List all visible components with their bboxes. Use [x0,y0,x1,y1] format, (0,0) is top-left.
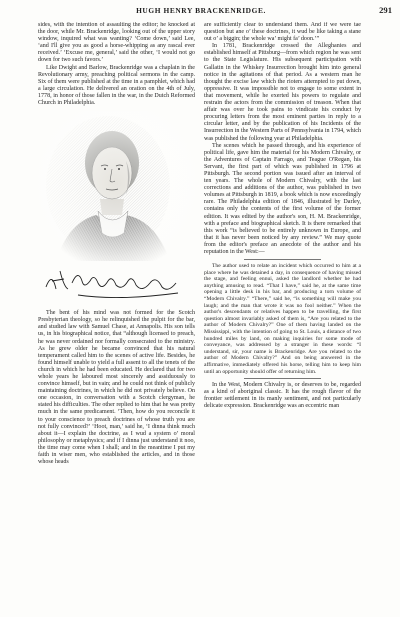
divider [244,378,321,379]
paragraph: The scenes which he passed through, and his experience of political life, gave him the material for his Modern Chivalry, or the Adventures of Captain Farrago, and Teague O'Regan, his Servant, the first part of which was published in 1796 at Pittsburgh. The second portion was issued after an interval of ten years. The whole of Modern Chivalry, with the last corrections and additions of the author, was published in two volumes at Pittsburgh in 1819, a book which is now exceedingly rare. The Philadelphia edition of 1846, illustrated by Darley, contains only the contents of the first volume of the former edition. It was edited by the author's son, H. M. Brackenridge, with a preface and biographical sketch. It is there remarked that this work “is believed to be entirely unknown in Europe, and that it has never been noticed by any review.” We may quote from the editor's preface an anecdote of the author and his reputation in the West:— [204,142,361,255]
paragraph: The bent of his mind was not formed for the Scotch Presbyterian theology, so he relinquished the pulpit for the bar, and studied law with Samuel Chase, at Annapolis. His son tells us, in his biographical notice, that “although licensed to preach, he was never ordained nor formally consecrated to the ministry. As he grew older he became convinced that his natural temperament called him to the scenes of active life. Besides, he found himself unable to yield a full assent to all the tenets of the church in which he had been educated. He declared that for two whole years he laboured most sincerely and assiduously to convince himself, but in vain; and he could not think of publicly maintaining doctrines, in which he did not privately believe. On one occasion, in conversation with a Scotch clergyman, he stated his difficulties. The other replied to him that he was pretty much in the same predicament. ‘Then, how do you reconcile it to your conscience to preach doctrines of whose truth you are not fully convinced?’ ‘Hoot, man,’ said he, ‘I dinna think much about it—I explain the doctrine, as I wud a system o’ moral philosophy or metaphysics; and if I dinna just understand it noo, the time may come when I shall; and in the meantime I put my faith in wiser men, who established the articles, and in those whose heads [38,310,195,466]
left-column [38,22,195,612]
portrait-image [38,111,195,307]
paragraph: are sufficiently clear to understand them. And if we were tae question but ane o’ these doctrines, it wud be like taking a stane out o’ a biggin; the whole wa’ might fa’ doon.’” [204,22,361,43]
page-number: 291 [379,5,392,15]
paragraph: In 1781, Brackenridge crossed the Alleghanies and established himself at Pittsburg—from which region he was sent to the State Legislature. His subsequent participation with Gallatin in the Whiskey Insurrection brought him into general notice in the agitations of that period. As a western man he thought the excise law which the rioters attempted to put down, oppressive. It was impossible not to engage to some extent in that movement, while he exerted his powers to regulate and restrain the actors from the commission of treason. When that affair was over he took pains to vindicate his conduct by procuring letters from the most eminent parties in reply to a circular letter, and by the publication of his Incidents of the Insurrection in the Western Parts of Pennsylvania in 1794, which was published the following year at Philadelphia. [204,43,361,142]
paragraph: In the West, Modern Chivalry is, or deserves to be, regarded as a kind of aboriginal classic. It has the rough flavor of the frontier settlement in its manly sentiment, and not particularly delicate expression. Brackenridge was an eccentric man [204,382,361,410]
paragraph: Like Dwight and Barlow, Brackenridge was a chaplain in the Revolutionary army, preaching political sermons in the camp. Six of them were published at the time in a pamphlet, which had a large circulation. He delivered an oration on the 4th of July, 1778, in honor of those fallen in the war, in the Dutch Reformed Church in Philadelphia. [38,64,195,107]
right-column [204,22,361,612]
page-header [38,4,392,18]
portrait-engraving [38,111,195,307]
divider [244,259,321,260]
quoted-paragraph: The author used to relate an incident which occurred to him at a place where he was detained a day, in consequence of having missed the stage, and feeling ennui, asked the landlord whether he had anything amusing to read. “That I have,” said he, at the same time opening a little desk in his bar, and producing a torn volume of “Modern Chivalry.” “There,” said he, “is something will make you laugh; and the man that wrote it was no fool neither.” When the author's descendants or relatives happen to be travelling, the first question almost invariably asked of them is, “Are you related to the author of Modern Chivalry?” One of them having landed on the Mississippi, with the intention of going to St. Louis, a distance of two hundred miles by land, on making inquiries for some mode of conveyance, was addressed by a stranger in these words: “I understand, sir, your name is Brackenridge. Are you related to the author of Modern Chivalry?” And on being answered in the affirmative, immediately offered his horse, telling him to keep him until an opportunity should offer of returning him. [204,263,361,375]
running-head: HUGH HENRY BRACKENRIDGE. [136,6,266,15]
paragraph: sides, with the intention of assaulting the editor; he knocked at the door, while Mr. Brackenridge, looking out of the upper story window, inquired what was wanting? ‘Come down,’ said Lee, ‘and I'll give you as good a horse-whipping as any rascal ever received.’ ‘Excuse me, general,’ said the other, ‘I would not go down for two such favors.’ [38,22,195,64]
